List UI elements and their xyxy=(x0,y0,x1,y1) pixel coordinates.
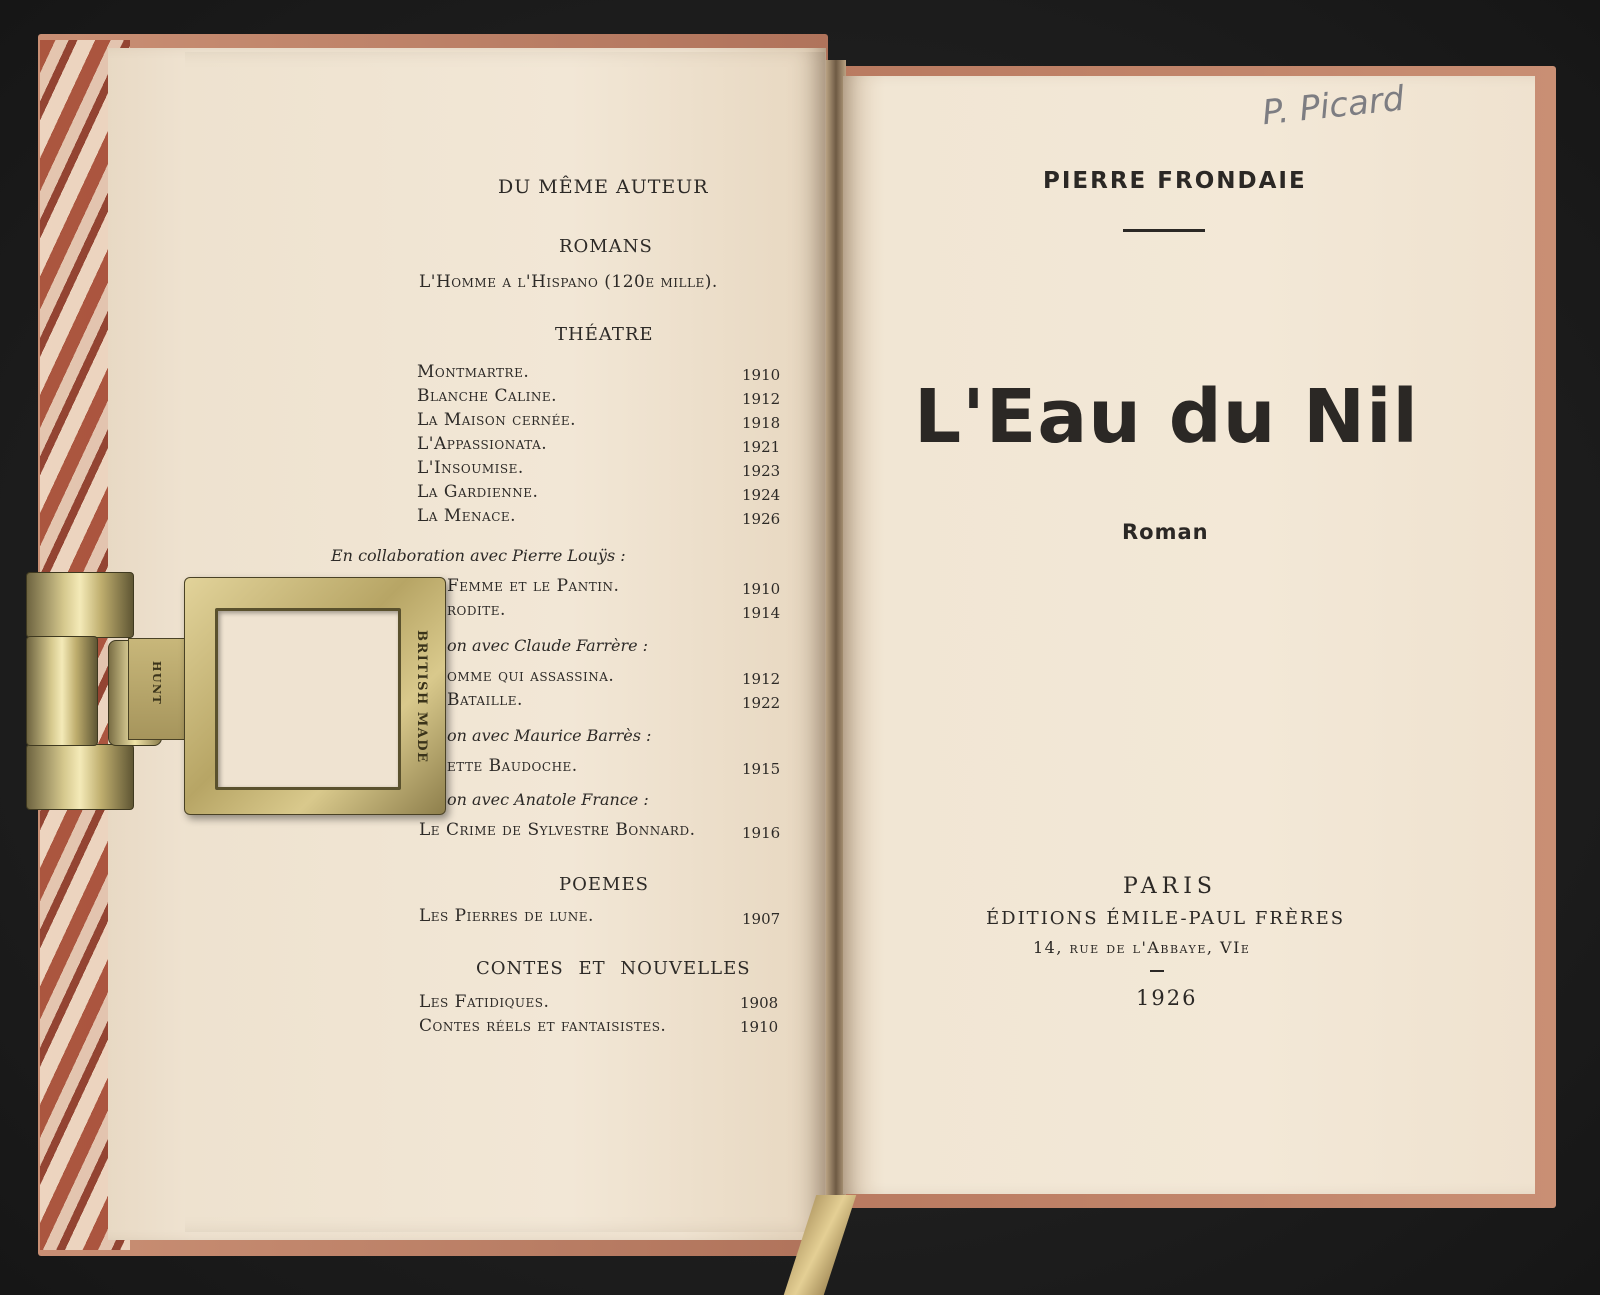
clasp-frame xyxy=(184,577,446,815)
year-dash xyxy=(1150,970,1164,972)
hinge-knuckle-middle xyxy=(26,636,98,746)
section-header-romans: ROMANS xyxy=(559,236,653,257)
publisher-city: PARIS xyxy=(1123,874,1217,899)
list-item-year: 1908 xyxy=(740,994,779,1012)
collaboration-label: on avec Maurice Barrès : xyxy=(447,726,652,745)
left-page-heading: DU MÊME AUTEUR xyxy=(498,176,709,198)
list-item-year: 1910 xyxy=(742,580,781,598)
genre-label: Roman xyxy=(1122,520,1209,544)
list-item: Femme et le Pantin. xyxy=(447,576,620,596)
maker-stamp: HUNT xyxy=(150,661,163,706)
hinge-knuckle-bottom xyxy=(26,744,134,810)
collaboration-label: on avec Anatole France : xyxy=(447,790,649,809)
publication-year: 1926 xyxy=(1136,986,1198,1010)
list-item-year: 1915 xyxy=(742,760,781,778)
list-item: rodite. xyxy=(447,600,506,620)
list-item: La Menace. xyxy=(417,506,517,526)
list-item: Bataille. xyxy=(447,690,523,710)
section-header-theatre: THÉATRE xyxy=(555,324,654,345)
clasp-plate xyxy=(128,638,190,740)
list-item: Blanche Caline. xyxy=(417,386,557,406)
author-name: PIERRE FRONDAIE xyxy=(1043,168,1307,194)
list-item: Les Fatidiques. xyxy=(419,992,550,1012)
list-item-year: 1912 xyxy=(742,670,781,688)
list-item-year: 1907 xyxy=(742,910,781,928)
list-item-year: 1923 xyxy=(742,462,781,480)
list-item-year: 1912 xyxy=(742,390,781,408)
list-item: Les Pierres de lune. xyxy=(419,906,594,926)
list-item-year: 1910 xyxy=(742,366,781,384)
publisher-name: ÉDITIONS ÉMILE-PAUL FRÈRES xyxy=(986,908,1346,929)
book-title: L'Eau du Nil xyxy=(914,374,1419,460)
collaboration-label: En collaboration avec Pierre Louÿs : xyxy=(331,546,626,565)
list-item: L'Appassionata. xyxy=(417,434,548,454)
section-header-poemes: POEMES xyxy=(559,874,649,895)
list-item: Le Crime de Sylvestre Bonnard. xyxy=(419,820,696,840)
title-divider xyxy=(1123,229,1205,232)
list-item: ette Baudoche. xyxy=(447,756,578,776)
list-item-year: 1914 xyxy=(742,604,781,622)
handwritten-signature: P. Picard xyxy=(1260,78,1407,134)
list-item-year: 1916 xyxy=(742,824,781,842)
list-item: Montmartre. xyxy=(417,362,530,382)
british-made-stamp: BRITISH MADE xyxy=(414,630,429,764)
clasp-window xyxy=(215,608,401,790)
list-item: L'Homme a l'Hispano (120e mille). xyxy=(419,272,718,292)
publisher-address: 14, rue de l'Abbaye, VIe xyxy=(1033,938,1251,957)
list-item-year: 1910 xyxy=(740,1018,779,1036)
list-item-year: 1922 xyxy=(742,694,781,712)
list-item-year: 1921 xyxy=(742,438,781,456)
list-item-year: 1924 xyxy=(742,486,781,504)
list-item: La Maison cernée. xyxy=(417,410,577,430)
list-item: Contes réels et fantaisistes. xyxy=(419,1016,667,1036)
section-header-contes: CONTES ET NOUVELLES xyxy=(476,958,751,979)
list-item: omme qui assassina. xyxy=(447,666,615,686)
title-page xyxy=(843,76,1535,1194)
list-item-year: 1926 xyxy=(742,510,781,528)
collaboration-label: on avec Claude Farrère : xyxy=(447,636,649,655)
list-item-year: 1918 xyxy=(742,414,781,432)
list-item: La Gardienne. xyxy=(417,482,539,502)
list-item: L'Insoumise. xyxy=(417,458,524,478)
hinge-knuckle-top xyxy=(26,572,134,638)
